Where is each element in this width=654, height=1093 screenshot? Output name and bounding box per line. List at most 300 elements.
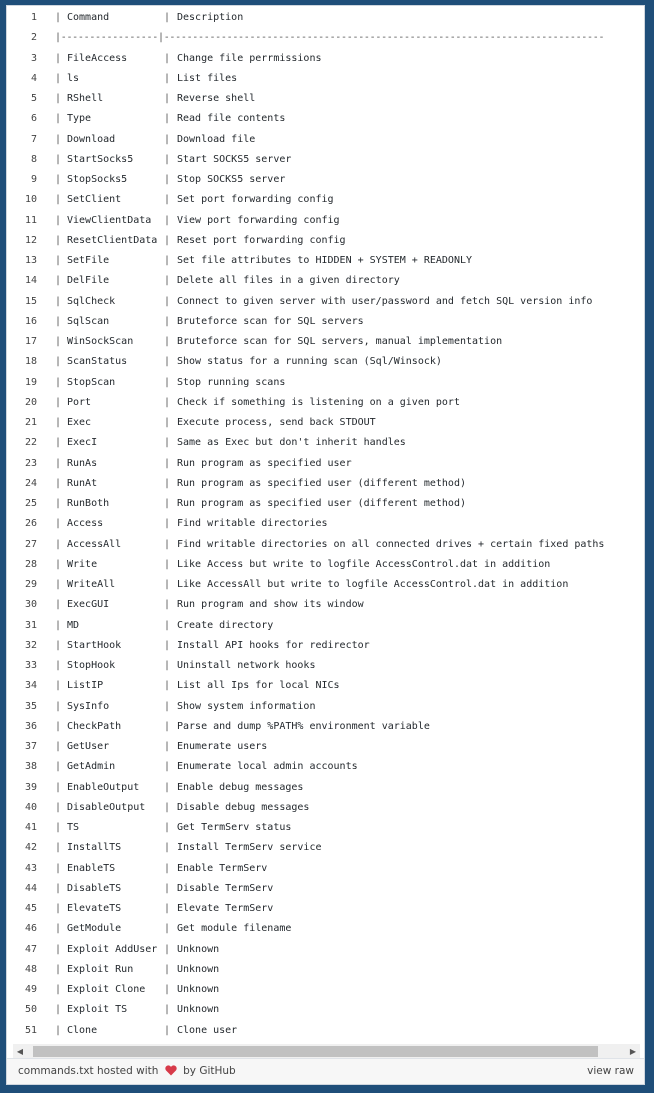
line-number: 12 (24, 234, 37, 246)
pipe-separator: | (55, 396, 62, 408)
line-number: 16 (24, 315, 37, 327)
command-cell: Exploit Run (67, 963, 134, 975)
description-cell: Run program as specified user (different method) (177, 498, 466, 509)
command-cell: RunAs (67, 457, 98, 469)
description-cell: Set file attributes to HIDDEN + SYSTEM + READONLY (177, 255, 473, 266)
header-row (7, 8, 644, 28)
description-cell: Run program and show its window (177, 599, 364, 611)
pipe-separator: | (55, 761, 62, 773)
description-cell: Unknown (177, 943, 220, 955)
pipe-separator: | (164, 923, 171, 935)
code-view (7, 8, 644, 1045)
command-cell: Clone (67, 1024, 98, 1036)
pipe-separator: | (55, 680, 62, 692)
table-row (7, 130, 644, 150)
description-cell: Set port forwarding config (177, 194, 334, 206)
description-cell: Disable TermServ (177, 882, 274, 894)
pipe-separator: | (55, 376, 62, 388)
pipe-separator: | (164, 538, 171, 550)
table-row (7, 535, 644, 555)
pipe-separator: | (164, 822, 171, 833)
command-cell: ExecGUI (67, 599, 110, 611)
command-cell: EnableOutput (67, 781, 140, 793)
line-number: 22 (24, 437, 37, 449)
table-row (7, 312, 644, 332)
pipe-separator: | (55, 963, 62, 975)
line-number: 21 (24, 417, 37, 428)
description-cell: Connect to given server with user/password and fetch SQL version info (177, 295, 593, 307)
line-number: 43 (24, 862, 37, 874)
pipe-separator: | (55, 457, 62, 469)
pipe-separator: | (164, 943, 171, 955)
filename-link[interactable]: commands.txt (18, 1065, 94, 1077)
description-cell: Read file contents (177, 113, 286, 125)
pipe-separator: | (55, 984, 62, 995)
table-row (7, 393, 644, 413)
description-cell: Unknown (177, 1004, 220, 1016)
pipe-separator: | (55, 842, 62, 854)
pipe-separator: | (164, 498, 171, 509)
command-cell: SetFile (67, 255, 110, 266)
command-cell: StopSocks5 (67, 174, 128, 185)
command-cell: WriteAll (67, 579, 116, 590)
pipe-separator: | (164, 133, 171, 145)
table-row (7, 940, 644, 960)
command-cell: Access (67, 518, 104, 530)
table-row (7, 879, 644, 899)
description-cell: Parse and dump %PATH% environment variable (177, 720, 430, 732)
pipe-separator: | (164, 93, 171, 104)
pipe-separator: | (164, 12, 171, 23)
table-row (7, 798, 644, 818)
table-row (7, 859, 644, 879)
pipe-separator: | (164, 984, 171, 995)
line-number: 32 (24, 639, 37, 651)
description-cell: Run program as specified user (different method) (177, 477, 466, 489)
table-row (7, 292, 644, 312)
pipe-separator: | (55, 720, 62, 732)
pipe-separator: | (55, 295, 62, 307)
hosted-with-text: hosted with (97, 1065, 159, 1077)
description-cell: Start SOCKS5 server (177, 153, 292, 165)
pipe-separator: | (164, 558, 171, 570)
description-cell: List all Ips for local NICs (177, 680, 340, 692)
command-cell: SqlCheck (67, 295, 116, 307)
pipe-separator: | (55, 943, 62, 955)
pipe-separator: | (55, 903, 62, 914)
line-number: 50 (24, 1004, 37, 1016)
line-number: 46 (24, 923, 37, 935)
pipe-separator: | (55, 498, 62, 509)
pipe-separator: | (55, 822, 62, 833)
pipe-separator: | (55, 315, 62, 327)
description-cell: Uninstall network hooks (177, 660, 316, 671)
table-row (7, 170, 644, 190)
line-number: 49 (24, 984, 37, 995)
command-cell: Exploit TS (67, 1004, 128, 1016)
pipe-separator: | (55, 781, 62, 793)
pipe-separator: | (164, 194, 171, 206)
pipe-separator: | (55, 923, 62, 935)
command-cell: Exec (67, 417, 92, 428)
pipe-separator: | (164, 963, 171, 975)
line-number: 35 (24, 700, 37, 712)
command-cell: RunAt (67, 477, 98, 489)
command-cell: ListIP (67, 680, 104, 692)
gist-container (6, 5, 645, 1085)
pipe-separator: | (164, 52, 171, 64)
command-cell: ExecI (67, 437, 98, 449)
line-number: 39 (24, 781, 37, 793)
command-header: Command (67, 12, 110, 23)
table-row (7, 373, 644, 393)
pipe-separator: | (164, 376, 171, 388)
description-cell: Get TermServ status (177, 822, 292, 833)
line-number: 36 (24, 720, 37, 732)
description-cell: Get module filename (177, 923, 292, 935)
pipe-separator: | (55, 214, 62, 226)
line-number: 8 (30, 153, 37, 165)
command-cell: ElevateTS (67, 903, 122, 914)
pipe-separator: | (164, 720, 171, 732)
pipe-separator: | (55, 1024, 62, 1036)
command-cell: CheckPath (67, 720, 122, 732)
horizontal-scrollbar[interactable] (13, 1044, 640, 1059)
line-number: 33 (24, 660, 37, 671)
description-cell: Unknown (177, 984, 220, 995)
description-cell: Bruteforce scan for SQL servers (177, 315, 364, 327)
line-number: 24 (24, 477, 37, 489)
table-row (7, 150, 644, 170)
table-row (7, 190, 644, 210)
line-number: 6 (30, 113, 37, 125)
table-row (7, 413, 644, 433)
pipe-separator: | (55, 275, 62, 287)
table-row (7, 919, 644, 939)
table-row (7, 433, 644, 453)
line-number: 13 (24, 255, 37, 266)
line-number: 10 (24, 194, 37, 206)
pipe-separator: | (164, 113, 171, 125)
left-arrow-icon[interactable]: ◀ (16, 1047, 24, 1056)
pipe-separator: | (55, 52, 62, 64)
command-cell: ResetClientData (67, 234, 158, 246)
line-number: 34 (24, 680, 37, 692)
pipe-separator: | (55, 639, 62, 651)
description-cell: Enumerate local admin accounts (177, 761, 358, 773)
pipe-separator: | (164, 761, 171, 773)
line-number: 20 (24, 396, 37, 408)
table-row (7, 454, 644, 474)
command-cell: RunBoth (67, 498, 110, 509)
pipe-separator: | (164, 579, 171, 590)
pipe-separator: | (164, 680, 171, 692)
pipe-separator: | (55, 153, 62, 165)
command-cell: GetUser (67, 741, 110, 752)
description-cell: Reset port forwarding config (177, 234, 346, 246)
description-cell: Like Access but write to logfile AccessControl.dat in addition (177, 558, 551, 570)
line-number: 17 (24, 336, 37, 347)
description-cell: Stop SOCKS5 server (177, 174, 286, 185)
line-number: 31 (24, 619, 37, 631)
pipe-separator: | (164, 1024, 171, 1036)
description-header: Description (177, 12, 244, 23)
scrollbar-thumb[interactable] (33, 1046, 598, 1057)
pipe-separator: | (55, 700, 62, 712)
line-number: 40 (24, 801, 37, 813)
table-row (7, 676, 644, 696)
line-number: 38 (24, 761, 37, 773)
table-row (7, 211, 644, 231)
command-cell: DisableOutput (67, 801, 146, 813)
pipe-separator: | (164, 437, 171, 449)
line-number: 42 (24, 842, 37, 854)
pipe-separator: | (164, 781, 171, 793)
pipe-separator: | (164, 315, 171, 327)
pipe-separator: | (55, 12, 62, 23)
description-cell: Stop running scans (177, 376, 286, 388)
line-number: 18 (24, 356, 37, 368)
pipe-separator: | (164, 457, 171, 469)
command-cell: AccessAll (67, 538, 122, 550)
table-row (7, 616, 644, 636)
command-cell: Download (67, 133, 116, 145)
table-row (7, 818, 644, 838)
description-cell: Same as Exec but don't inherit handles (177, 437, 406, 449)
line-number: 15 (24, 295, 37, 307)
pipe-separator: | (164, 396, 171, 408)
command-cell: SqlScan (67, 315, 110, 327)
description-cell: View port forwarding config (177, 214, 340, 226)
heart-icon (165, 1065, 177, 1076)
line-number: 5 (30, 93, 37, 104)
pipe-separator: | (55, 234, 62, 246)
description-cell: Install TermServ service (177, 842, 322, 854)
line-number: 28 (24, 558, 37, 570)
pipe-separator: | (55, 538, 62, 550)
table-row (7, 636, 644, 656)
line-number: 11 (24, 214, 37, 226)
pipe-separator: | (55, 518, 62, 530)
command-cell: Exploit AddUser (67, 943, 158, 955)
pipe-separator: | (164, 72, 171, 84)
table-row (7, 49, 644, 69)
github-link[interactable]: by GitHub (183, 1065, 236, 1077)
command-cell: RShell (67, 93, 104, 104)
table-row (7, 838, 644, 858)
command-cell: FileAccess (67, 52, 128, 64)
table-row (7, 332, 644, 352)
pipe-separator: | (164, 599, 171, 611)
table-row (7, 251, 644, 271)
pipe-separator: | (164, 336, 171, 347)
description-cell: Find writable directories (177, 518, 328, 530)
description-cell: Bruteforce scan for SQL servers, manual implementation (177, 336, 503, 347)
command-cell: GetModule (67, 923, 122, 935)
description-cell: Enable TermServ (177, 862, 268, 874)
description-cell: Install API hooks for redirector (177, 639, 370, 651)
line-number: 30 (24, 599, 37, 611)
pipe-separator: | (164, 295, 171, 307)
pipe-separator: | (55, 619, 62, 631)
pipe-separator: | (164, 153, 171, 165)
pipe-separator: | (164, 882, 171, 894)
pipe-separator: | (55, 417, 62, 428)
description-cell: Find writable directories on all connected drives + certain fixed paths (177, 538, 605, 550)
right-arrow-icon[interactable]: ▶ (629, 1047, 637, 1056)
pipe-separator: | (164, 356, 171, 368)
description-cell: Execute process, send back STDOUT (177, 417, 376, 428)
command-cell: StartHook (67, 639, 122, 651)
pipe-separator: | (55, 660, 62, 671)
command-cell: ViewClientData (67, 214, 152, 226)
line-number: 27 (24, 538, 37, 550)
pipe-separator: | (55, 579, 62, 590)
command-cell: StartSocks5 (67, 153, 134, 165)
line-number: 2 (30, 32, 37, 44)
table-row (7, 69, 644, 89)
table-row (7, 717, 644, 737)
pipe-separator: | (164, 174, 171, 185)
table-row (7, 1021, 644, 1041)
gist-footer (7, 1058, 644, 1084)
command-cell: MD (67, 619, 80, 631)
description-cell: List files (177, 72, 238, 84)
line-number: 29 (24, 579, 37, 590)
pipe-separator: | (164, 639, 171, 651)
command-cell: Port (67, 396, 92, 408)
command-cell: DelFile (67, 275, 110, 287)
line-number: 14 (24, 275, 37, 287)
command-cell: ls (67, 72, 80, 84)
pipe-separator: | (55, 882, 62, 894)
pipe-separator: | (164, 660, 171, 671)
pipe-separator: | (164, 842, 171, 854)
description-cell: Like AccessAll but write to logfile AccessControl.dat in addition (177, 579, 569, 590)
table-row (7, 494, 644, 514)
command-cell: SetClient (67, 194, 122, 206)
description-cell: Unknown (177, 963, 220, 975)
line-number: 48 (24, 963, 37, 975)
separator-line: |-----------------|----------------------------------------------------------------------------- (55, 32, 605, 44)
pipe-separator: | (164, 417, 171, 428)
table-row (7, 1000, 644, 1020)
line-number: 37 (24, 741, 37, 752)
pipe-separator: | (55, 741, 62, 752)
pipe-separator: | (164, 700, 171, 712)
command-cell: EnableTS (67, 862, 116, 874)
table-row (7, 656, 644, 676)
pipe-separator: | (164, 234, 171, 246)
pipe-separator: | (55, 862, 62, 874)
description-cell: Enumerate users (177, 741, 268, 752)
line-number: 51 (24, 1024, 37, 1036)
pipe-separator: | (55, 801, 62, 813)
description-cell: Create directory (177, 619, 274, 631)
table-row (7, 595, 644, 615)
line-number: 47 (24, 943, 37, 955)
pipe-separator: | (164, 801, 171, 813)
separator-row (7, 28, 644, 48)
table-row (7, 980, 644, 1000)
table-row (7, 109, 644, 129)
description-cell: Elevate TermServ (177, 903, 274, 914)
description-cell: Check if something is listening on a given port (177, 396, 460, 408)
command-cell: TS (67, 822, 80, 833)
pipe-separator: | (55, 194, 62, 206)
line-number: 44 (24, 882, 37, 894)
pipe-separator: | (164, 518, 171, 530)
line-number: 26 (24, 518, 37, 530)
command-cell: ScanStatus (67, 356, 128, 368)
pipe-separator: | (55, 356, 62, 368)
description-cell: Disable debug messages (177, 801, 310, 813)
pipe-separator: | (164, 903, 171, 914)
command-cell: DisableTS (67, 882, 122, 894)
description-cell: Show system information (177, 700, 316, 712)
command-cell: StopScan (67, 376, 116, 388)
table-row (7, 89, 644, 109)
line-number: 23 (24, 457, 37, 469)
pipe-separator: | (55, 558, 62, 570)
table-row (7, 231, 644, 251)
pipe-separator: | (55, 72, 62, 84)
pipe-separator: | (55, 437, 62, 449)
pipe-separator: | (55, 113, 62, 125)
description-cell: Download file (177, 133, 256, 145)
line-number: 41 (24, 822, 37, 833)
pipe-separator: | (164, 214, 171, 226)
description-cell: Reverse shell (177, 93, 256, 104)
description-cell: Change file perrmissions (177, 52, 322, 64)
view-raw-link[interactable]: view raw (587, 1065, 634, 1077)
line-number: 19 (24, 376, 37, 388)
table-row (7, 960, 644, 980)
pipe-separator: | (55, 133, 62, 145)
table-row (7, 697, 644, 717)
table-row (7, 271, 644, 291)
line-number: 4 (30, 72, 37, 84)
line-number: 3 (30, 52, 37, 64)
table-row (7, 575, 644, 595)
pipe-separator: | (55, 599, 62, 611)
pipe-separator: | (164, 1004, 171, 1016)
table-row (7, 737, 644, 757)
line-number: 1 (30, 12, 37, 23)
table-row (7, 352, 644, 372)
pipe-separator: | (55, 336, 62, 347)
line-number: 25 (24, 498, 37, 509)
description-cell: Run program as specified user (177, 457, 352, 469)
command-cell: Type (67, 113, 92, 125)
pipe-separator: | (55, 477, 62, 489)
description-cell: Enable debug messages (177, 781, 304, 793)
pipe-separator: | (55, 93, 62, 104)
table-row (7, 514, 644, 534)
command-rows (7, 49, 644, 1041)
line-number: 45 (24, 903, 37, 914)
command-cell: Write (67, 558, 98, 570)
command-cell: WinSockScan (67, 336, 134, 347)
table-row (7, 555, 644, 575)
pipe-separator: | (164, 477, 171, 489)
line-number: 7 (30, 133, 37, 145)
table-row (7, 757, 644, 777)
pipe-separator: | (55, 174, 62, 185)
pipe-separator: | (164, 741, 171, 752)
table-row (7, 899, 644, 919)
pipe-separator: | (164, 255, 171, 266)
